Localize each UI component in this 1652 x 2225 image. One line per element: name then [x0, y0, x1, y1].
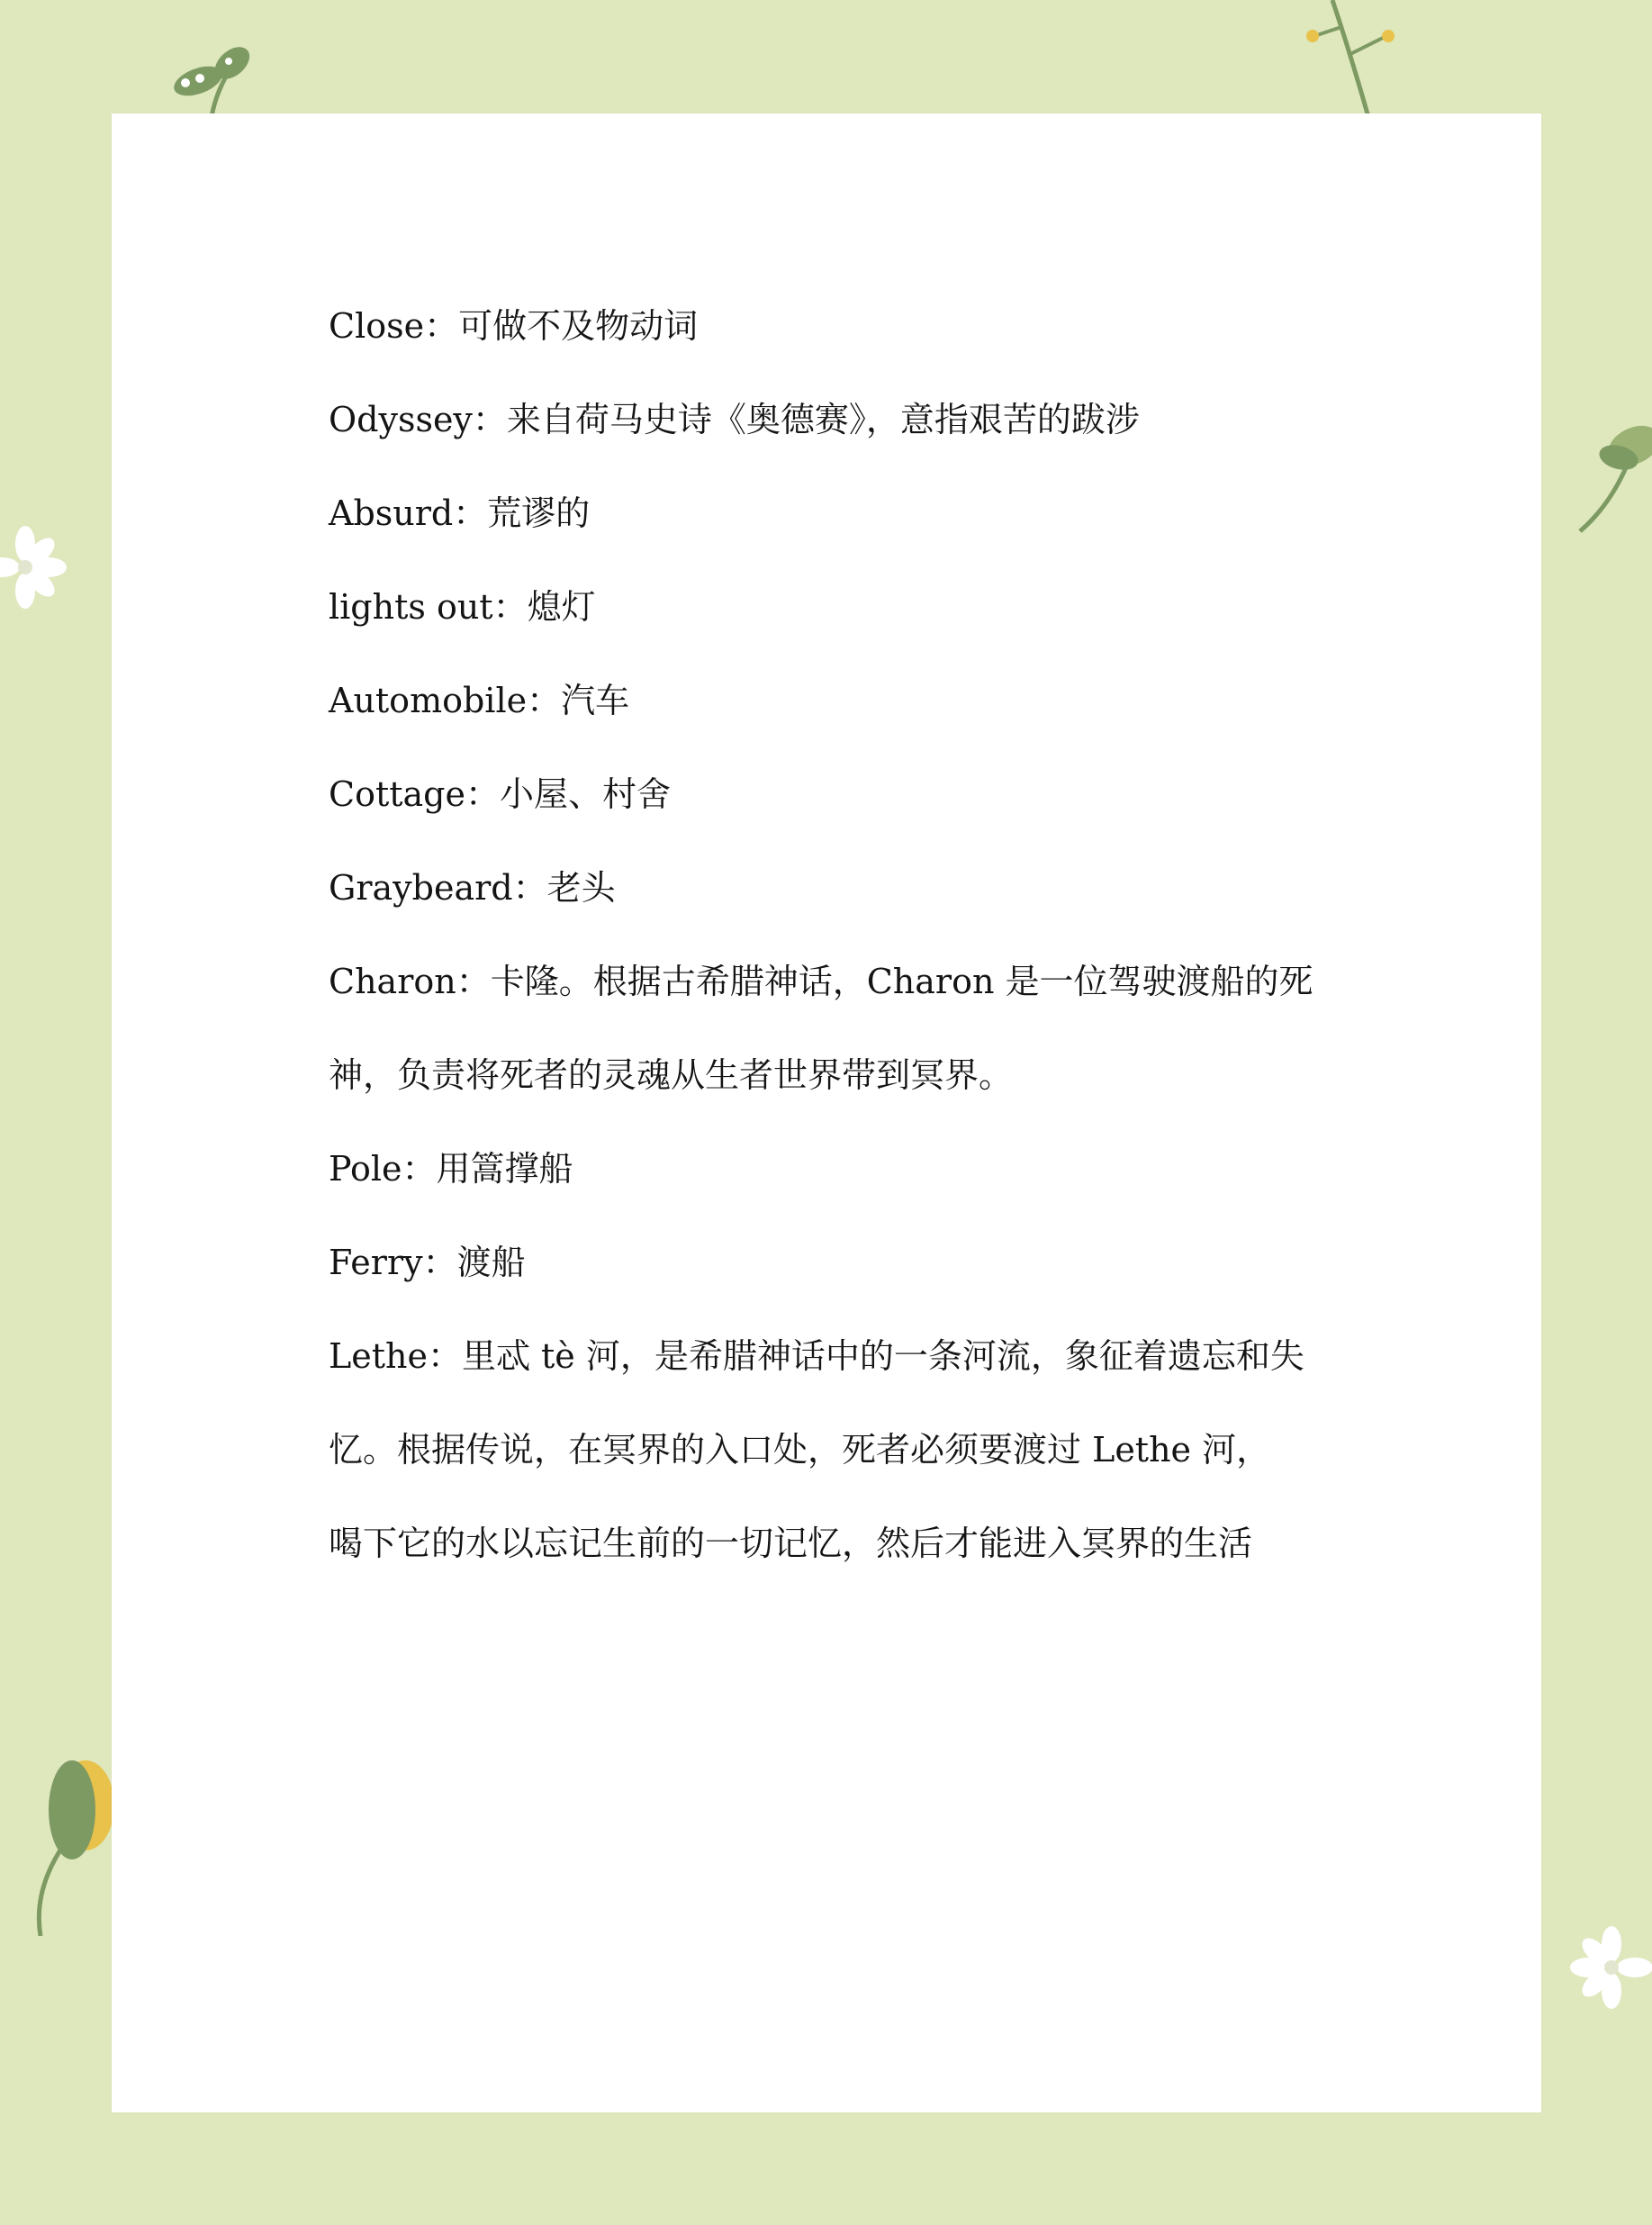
vocab-entry-lethe-cont-2: 喝下它的水以忘记生前的一切记忆，然后才能进入冥界的生活	[329, 1524, 1253, 1563]
vocab-entry-cottage: Cottage：小屋、村舍	[329, 774, 671, 814]
vocab-entry-close: Close：可做不及物动词	[329, 306, 699, 346]
vocab-entry-charon-cont: 神，负责将死者的灵魂从生者世界带到冥界。	[329, 1055, 1014, 1095]
flower-icon-bottom	[1566, 1918, 1652, 2017]
bud-icon	[23, 1756, 113, 1936]
branch-icon	[1296, 0, 1413, 117]
vocab-entry-graybeard: Graybeard：老头	[329, 868, 616, 908]
vocab-entry-absurd: Absurd：荒谬的	[329, 493, 591, 533]
vocab-entry-ferry: Ferry：渡船	[329, 1243, 526, 1282]
leaf-sprig-icon	[162, 36, 261, 117]
flower-icon	[0, 518, 72, 617]
vocab-entry-odyssey: Odyssey：来自荷马史诗《奥德赛》，意指艰苦的跋涉	[329, 400, 1140, 439]
vocab-entry-lights-out: lights out：熄灯	[329, 587, 596, 627]
leaf-icon	[1566, 396, 1652, 540]
vocab-entry-pole: Pole：用篙撑船	[329, 1149, 573, 1189]
vocab-entry-lethe: Lethe：里忒 tè 河，是希腊神话中的一条河流，象征着遗忘和失	[329, 1336, 1304, 1376]
vocab-entry-automobile: Automobile：汽车	[329, 681, 630, 720]
vocab-entry-lethe-cont-1: 忆。根据传说，在冥界的入口处，死者必须要渡过 Lethe 河，	[329, 1430, 1271, 1470]
vocab-entry-charon: Charon：卡隆。根据古希腊神话，Charon 是一位驾驶渡船的死	[329, 962, 1313, 1001]
vocabulary-list	[329, 279, 1337, 1590]
